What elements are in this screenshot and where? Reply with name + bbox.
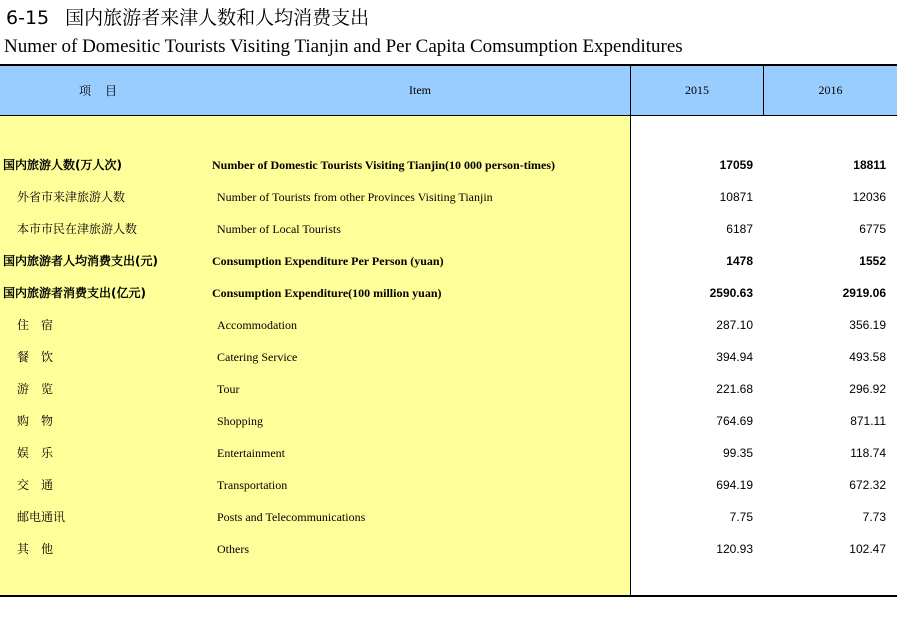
row-label-en: Others bbox=[217, 542, 249, 556]
value-2016: 12036 bbox=[852, 190, 886, 204]
value-2015: 17059 bbox=[719, 158, 753, 172]
table-row bbox=[0, 245, 897, 277]
row-label-en: Number of Local Tourists bbox=[217, 222, 341, 236]
table-row bbox=[0, 373, 897, 405]
value-2016: 871.11 bbox=[850, 414, 886, 428]
table-row bbox=[0, 533, 897, 565]
value-2015: 764.69 bbox=[716, 414, 753, 428]
table-row bbox=[0, 181, 897, 213]
value-2015: 694.19 bbox=[716, 478, 753, 492]
row-label-cn: 国内旅游者消费支出(亿元) bbox=[3, 286, 146, 300]
row-label-cn: 交 通 bbox=[17, 478, 54, 492]
row-label-cn: 娱 乐 bbox=[17, 446, 54, 460]
value-2015: 10871 bbox=[719, 190, 753, 204]
table-row bbox=[0, 437, 897, 469]
row-label-cn: 国内旅游人数(万人次) bbox=[3, 158, 122, 172]
value-2015: 7.75 bbox=[729, 510, 753, 524]
row-label-en: Entertainment bbox=[217, 446, 285, 460]
row-label-cn: 购 物 bbox=[17, 414, 54, 428]
row-label-en: Tour bbox=[217, 382, 240, 396]
table-row bbox=[0, 149, 897, 181]
table-row bbox=[0, 341, 897, 373]
row-label-en: Number of Tourists from other Provinces Visiting Tianjin bbox=[217, 190, 493, 204]
row-label-cn: 外省市来津旅游人数 bbox=[17, 190, 126, 204]
value-2016: 493.58 bbox=[849, 350, 886, 364]
value-2015: 221.68 bbox=[716, 382, 753, 396]
row-label-en: Number of Domestic Tourists Visiting Tianjin(10 000 person-times) bbox=[212, 158, 556, 172]
value-2016: 356.19 bbox=[849, 318, 886, 332]
row-label-en: Posts and Telecommunications bbox=[217, 510, 366, 524]
data-table bbox=[0, 64, 897, 597]
value-2015: 120.93 bbox=[716, 542, 753, 556]
row-label-cn: 游 览 bbox=[17, 382, 54, 396]
value-2016: 6775 bbox=[859, 222, 886, 236]
value-2016: 7.73 bbox=[862, 510, 886, 524]
table-row bbox=[0, 469, 897, 501]
value-2015: 6187 bbox=[726, 222, 753, 236]
title-cn-text: 国内旅游者来津人数和人均消费支出 bbox=[65, 7, 370, 29]
value-2016: 296.92 bbox=[849, 382, 886, 396]
row-label-cn: 其 他 bbox=[17, 542, 54, 556]
table-bottom-border bbox=[0, 595, 897, 597]
row-label-en: Accommodation bbox=[217, 318, 297, 332]
table-title-cn bbox=[6, 3, 369, 30]
value-2016: 18811 bbox=[853, 158, 886, 172]
table-row bbox=[0, 213, 897, 245]
row-label-en: Catering Service bbox=[217, 350, 298, 364]
row-label-en: Consumption Expenditure(100 million yuan) bbox=[212, 286, 442, 300]
table-header bbox=[0, 64, 897, 116]
row-label-en: Consumption Expenditure Per Person (yuan) bbox=[212, 254, 444, 268]
row-label-en: Transportation bbox=[217, 478, 288, 492]
row-label-cn: 国内旅游者人均消费支出(元) bbox=[3, 254, 158, 268]
row-label-cn: 本市市民在津旅游人数 bbox=[17, 222, 138, 236]
row-label-cn: 邮电通讯 bbox=[17, 510, 66, 524]
table-title-en: Numer of Domesitic Tourists Visiting Tianjin and Per Capita Comsumption Expenditures bbox=[4, 36, 683, 57]
header-project: 项目 bbox=[78, 84, 131, 98]
row-label-en: Shopping bbox=[217, 414, 264, 428]
value-2016: 102.47 bbox=[849, 542, 886, 556]
table-row bbox=[0, 309, 897, 341]
row-label-cn: 住 宿 bbox=[17, 318, 54, 332]
value-2015: 99.35 bbox=[722, 446, 753, 460]
value-2016: 672.32 bbox=[849, 478, 886, 492]
value-2016: 118.74 bbox=[850, 446, 886, 460]
table-row bbox=[0, 501, 897, 533]
table-row bbox=[0, 405, 897, 437]
value-2015: 2590.63 bbox=[709, 286, 753, 300]
table-number: 6-15 bbox=[6, 7, 50, 29]
header-item: Item bbox=[409, 83, 431, 97]
value-2015: 287.10 bbox=[716, 318, 753, 332]
value-2016: 1552 bbox=[859, 254, 886, 268]
row-label-cn: 餐 饮 bbox=[17, 350, 54, 364]
table-row bbox=[0, 277, 897, 309]
value-2015: 394.94 bbox=[716, 350, 753, 364]
value-2015: 1478 bbox=[726, 254, 753, 268]
header-year-2016: 2016 bbox=[763, 66, 897, 115]
value-2016: 2919.06 bbox=[842, 286, 886, 300]
header-year-2015: 2015 bbox=[630, 66, 763, 115]
